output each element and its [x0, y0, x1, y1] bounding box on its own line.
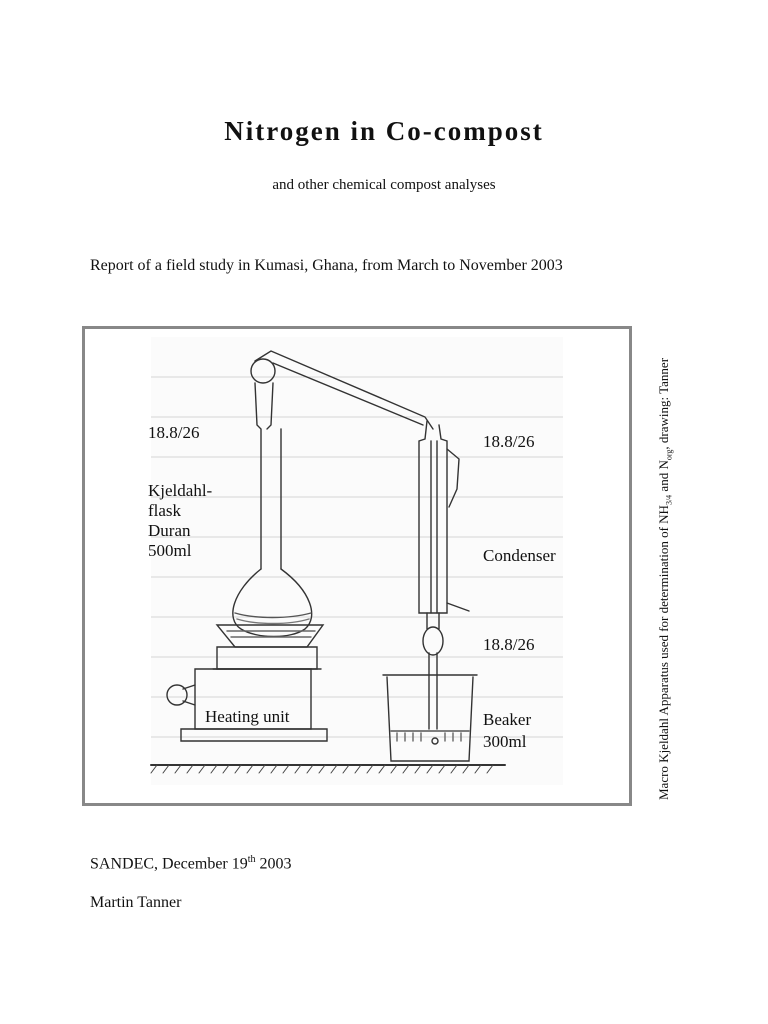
- caption-text-1: Macro Kjeldahl Apparatus used for determination of NH: [656, 505, 671, 800]
- label-heating-unit: Heating unit: [205, 707, 290, 726]
- label-flask-line2: flask: [148, 501, 182, 520]
- apparatus-figure: [82, 326, 632, 806]
- author-name: Martin Tanner: [90, 894, 182, 911]
- caption-text-2: and N: [656, 460, 671, 495]
- figure-caption: [656, 340, 674, 800]
- caption-subscript-1: 3/4: [664, 494, 674, 506]
- label-beaker-line1: Beaker: [483, 710, 532, 729]
- label-joint-right-bottom: 18.8/26: [483, 635, 535, 654]
- label-flask-line1: Kjeldahl-: [148, 481, 213, 500]
- document-title: Nitrogen in Co-compost: [224, 116, 544, 146]
- report-description: Report of a field study in Kumasi, Ghana, from March to November 2003: [90, 257, 563, 274]
- caption-text-3: , drawing: Tanner: [656, 357, 671, 450]
- date-year: 2003: [255, 855, 292, 873]
- caption-subscript-2: org: [664, 449, 674, 461]
- date-suffix: th: [247, 854, 256, 865]
- label-flask-line3: Duran: [148, 521, 191, 540]
- organization-date: [90, 854, 292, 873]
- label-joint-right-top: 18.8/26: [483, 432, 535, 451]
- document-subtitle: and other chemical compost analyses: [272, 177, 496, 193]
- label-beaker-line2: 300ml: [483, 732, 527, 751]
- label-flask-line4: 500ml: [148, 541, 192, 560]
- label-joint-left: 18.8/26: [148, 423, 200, 442]
- org-date-prefix: SANDEC, December 19: [90, 855, 248, 873]
- label-condenser: Condenser: [483, 546, 556, 565]
